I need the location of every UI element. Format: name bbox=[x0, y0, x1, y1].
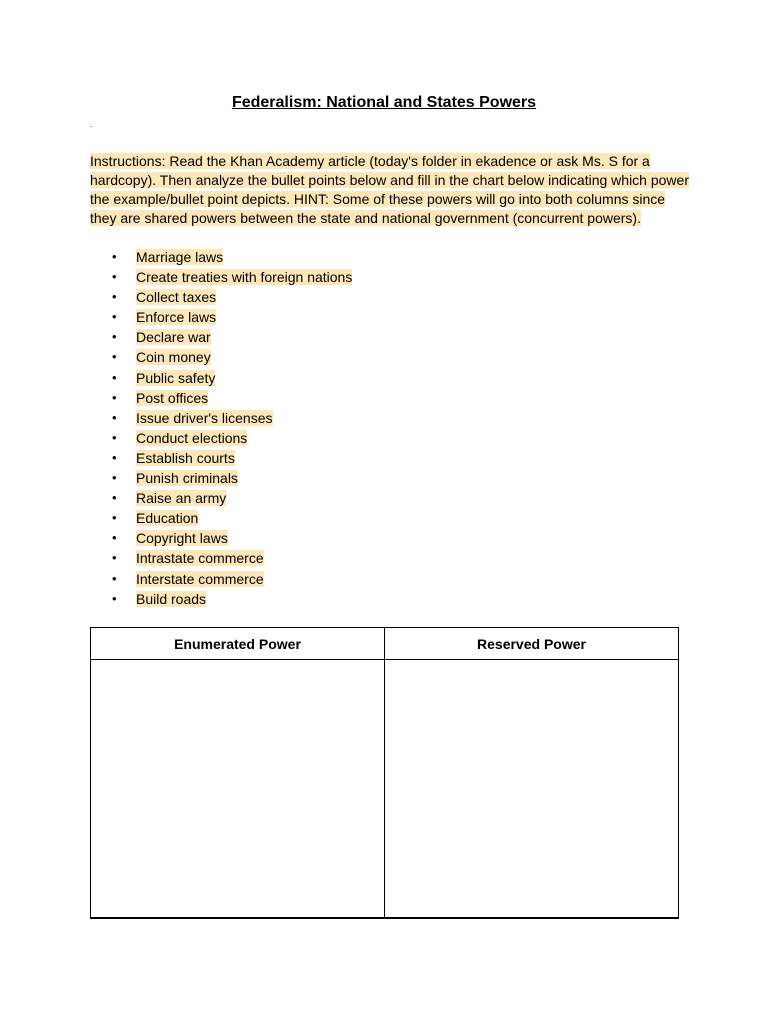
list-item-label: Punish criminals bbox=[136, 470, 238, 487]
page-title-text: Federalism: National and States Powers bbox=[231, 94, 537, 111]
list-item bbox=[112, 569, 352, 589]
list-item-label: Post offices bbox=[136, 389, 209, 406]
reserved-power-cell[interactable] bbox=[385, 660, 679, 919]
bullet-dot-icon: • bbox=[112, 490, 117, 506]
table-header-row bbox=[91, 628, 679, 660]
bullet-dot-icon: • bbox=[112, 470, 117, 486]
list-item bbox=[112, 307, 352, 327]
list-item bbox=[112, 508, 352, 528]
bullet-dot-icon: • bbox=[112, 269, 117, 285]
list-item-label: Declare war bbox=[136, 329, 211, 346]
list-item-label: Marriage laws bbox=[136, 249, 224, 265]
list-item-label: Build roads bbox=[136, 590, 207, 607]
bullet-dot-icon: • bbox=[112, 249, 117, 264]
list-item-label: Collect taxes bbox=[136, 289, 217, 306]
list-item bbox=[112, 347, 352, 367]
list-item-label: Education bbox=[136, 510, 199, 527]
bullet-dot-icon: • bbox=[112, 510, 117, 526]
list-item-label: Copyright laws bbox=[136, 530, 228, 547]
list-item-label: Public safety bbox=[136, 369, 216, 386]
bullet-dot-icon: • bbox=[112, 389, 117, 405]
list-item bbox=[112, 267, 352, 287]
table-body-row bbox=[91, 660, 679, 919]
list-item bbox=[112, 468, 352, 488]
list-item bbox=[112, 368, 352, 388]
bullet-dot-icon: • bbox=[112, 429, 117, 445]
instructions-paragraph bbox=[90, 152, 690, 228]
list-item bbox=[112, 247, 352, 267]
instructions-text: Instructions: Read the Khan Academy article (today's folder in ekadence or ask Ms. S for a hardcopy). Then analyze the bullet points below and fill in the chart below indicating which power the example/bullet point depicts. HINT: Some of these powers will go into both columns since they are shared powers between the state and national government (concurrent powers). bbox=[90, 153, 689, 226]
bullet-dot-icon: • bbox=[112, 309, 117, 325]
bullet-dot-icon: • bbox=[112, 449, 117, 465]
enumerated-power-header: Enumerated Power bbox=[91, 628, 385, 660]
list-item bbox=[112, 428, 352, 448]
list-item bbox=[112, 448, 352, 468]
page-title bbox=[0, 93, 768, 113]
list-item-label: Interstate commerce bbox=[136, 570, 264, 587]
powers-bullet-list bbox=[112, 247, 352, 609]
bullet-dot-icon: • bbox=[112, 369, 117, 385]
reserved-power-header: Reserved Power bbox=[385, 628, 679, 660]
list-item bbox=[112, 287, 352, 307]
bullet-dot-icon: • bbox=[112, 289, 117, 305]
bullet-dot-icon: • bbox=[112, 409, 117, 425]
list-item bbox=[112, 488, 352, 508]
list-item-label: Conduct elections bbox=[136, 429, 248, 446]
bullet-dot-icon: • bbox=[112, 590, 117, 606]
list-item bbox=[112, 408, 352, 428]
list-item-label: Coin money bbox=[136, 349, 211, 366]
bullet-dot-icon: • bbox=[112, 349, 117, 365]
list-item bbox=[112, 528, 352, 548]
list-item-label: Establish courts bbox=[136, 449, 235, 466]
stray-mark: . bbox=[90, 120, 93, 129]
powers-chart-table bbox=[90, 627, 679, 919]
list-item bbox=[112, 589, 352, 609]
bullet-dot-icon: • bbox=[112, 550, 117, 566]
list-item bbox=[112, 548, 352, 568]
enumerated-power-cell[interactable] bbox=[91, 660, 385, 919]
list-item-label: Enforce laws bbox=[136, 309, 217, 326]
list-item-label: Raise an army bbox=[136, 490, 227, 507]
bullet-dot-icon: • bbox=[112, 570, 117, 586]
list-item bbox=[112, 327, 352, 347]
bullet-dot-icon: • bbox=[112, 530, 117, 546]
bullet-dot-icon: • bbox=[112, 329, 117, 345]
list-item-label: Create treaties with foreign nations bbox=[136, 269, 353, 286]
list-item-label: Intrastate commerce bbox=[136, 550, 264, 567]
list-item-label: Issue driver's licenses bbox=[136, 409, 273, 426]
list-item bbox=[112, 388, 352, 408]
